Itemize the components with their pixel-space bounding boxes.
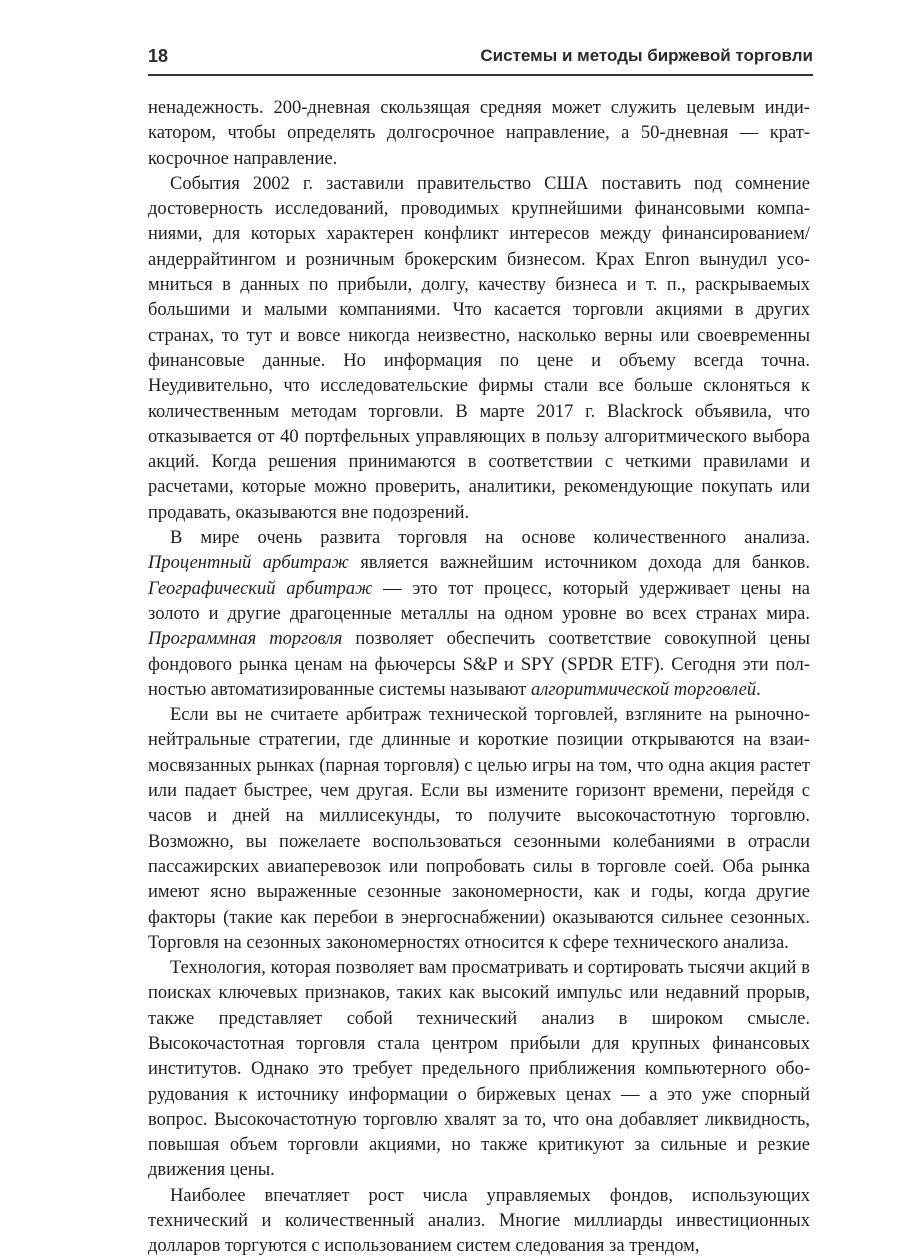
paragraph xyxy=(148,96,810,172)
page-number: 18 xyxy=(148,46,169,66)
paragraph xyxy=(148,1184,810,1260)
running-head xyxy=(148,40,813,76)
body-text xyxy=(148,96,810,1260)
text-run: События 2002 г. заставили правительство США поставить под сомнение достоверность исследований, проводимых крупнейшими финансовыми компаниями, для которых характерен конфликт интересов между финансированием/андеррайтингом и розничным брокерским бизнесом. Крах Enron вынудил усомниться в данных по прибыли, долгу, качеству бизнеса и т. п., раскрываемых большими и малыми компаниями. Что касается торговли акциями в других странах, то тут и вовсе никогда неизвестно, насколько верны или своевременны финансовые данные. Но информация по цене и объему всегда точна. Неудивительно, что исследовательские фирмы стали все больше склоняться к количественным методам торговли. В марте 2017 г. Blackrock объявила, что отказывается от 40 портфельных управляющих в пользу алгоритмического выбора акций. Когда решения принимаются в соответствии с четкими правилами и расчетами, которые можно проверить, аналитики, рекомендующие покупать или продавать, оказываются вне подозрений. xyxy=(148,173,810,523)
text-run: Наиболее впечатляет рост числа управляемых фондов, использующих технический и количественный анализ. Многие миллиарды инвестиционных долларов торгуются с использованием систем следования за трендом, xyxy=(148,1185,810,1257)
text-run: . xyxy=(756,679,761,700)
text-run: Если вы не считаете арбитраж технической торговлей, взгляните на рыночнонейтральные стратегии, где длинные и короткие позиции открываются на взаимосвязанных рынках (парная торговля) с целью игры на том, что одна акция растет или падает быстрее, чем другая. Если вы измените горизонт времени, перейдя с часов и дней на миллисекунды, то получите высокочастотную торговлю. Возможно, вы пожелаете воспользоваться сезонными колебаниями в отрасли пассажирских авиаперевозок или попробовать силы в торговле соей. Оба рынка имеют ясно выраженные сезонные закономерности, как и годы, когда другие факторы (такие как перебои в энергоснабжении) оказываются сильнее сезонных. Торговля на сезонных закономерностях относится к сфере технического анализа. xyxy=(148,705,810,953)
text-run: — это тот процесс, который удерживает цены на золото и другие драгоценные металлы на одном уровне во всех странах мира. xyxy=(148,578,810,624)
text-run: ненадежность. 200-дневная скользящая средняя может служить целевым индикатором, чтобы определять долгосрочное направление, а 50-дневная — краткосрочное направление. xyxy=(148,98,810,169)
italic-term: Программная торговля xyxy=(148,629,343,650)
paragraph xyxy=(148,526,810,703)
text-run: В мире очень развита торговля на основе количественного анализа. xyxy=(170,528,810,549)
running-title: Системы и методы биржевой торговли xyxy=(480,46,813,65)
text-run: является важнейшим источником дохода для банков. xyxy=(348,553,810,574)
header-rule xyxy=(148,74,813,76)
text-run: позволяет обеспечить соответствие совокупной цены фондового рынка ценам на фьючерсы S&P и SPY (SPDR ETF). Сегодня эти полностью автоматизированные системы называют xyxy=(148,629,810,700)
paragraph xyxy=(148,172,810,526)
paragraph xyxy=(148,703,810,956)
italic-term: алгоритмической торговлей xyxy=(531,679,757,700)
paragraph xyxy=(148,956,810,1184)
italic-term: Процентный арбитраж xyxy=(148,553,349,574)
italic-term: Географический арбитраж xyxy=(148,578,373,599)
text-run: Технология, которая позволяет вам просматривать и сортировать тысячи акций в поисках ключевых признаков, таких как высокий импульс или недавний прорыв, также представляет собой технический анализ в широком смысле. Высокочастотная торговля стала центром прибыли для крупных финансовых институтов. Однако это требует предельного приближения компьютерного оборудования к источнику информации о биржевых ценах — а это уже спорный вопрос. Высокочастотную торговлю хвалят за то, что она добавляет ликвидность, повышая объем торговли акциями, но также критикуют за сильные и резкие движения цены. xyxy=(148,958,810,1181)
